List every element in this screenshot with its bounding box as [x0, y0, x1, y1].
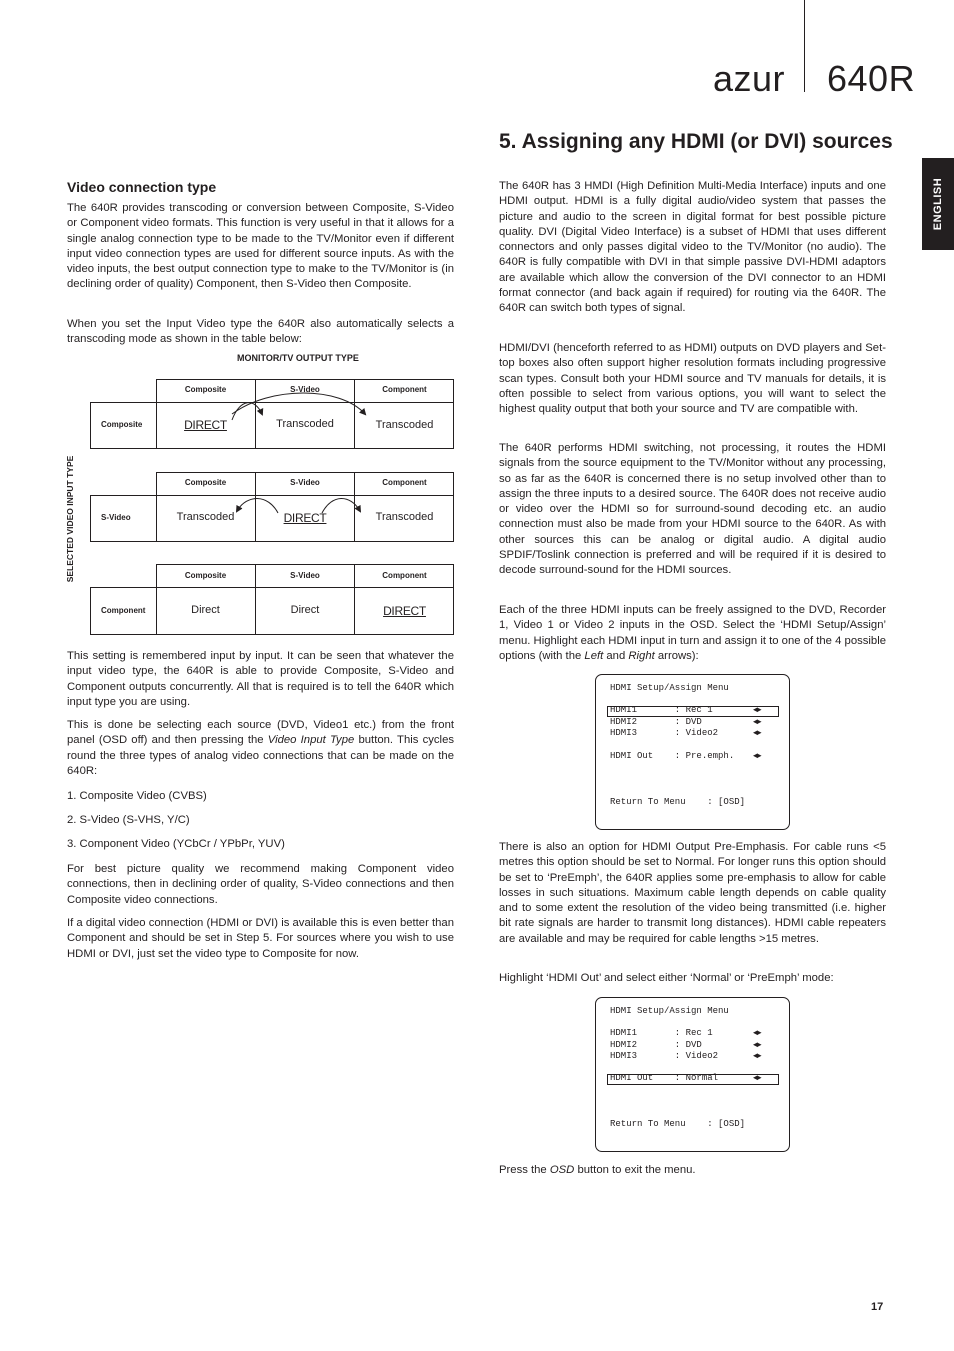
col-header: Composite: [184, 478, 227, 487]
left-right-arrows-icon: ◄►: [753, 706, 761, 715]
p7-text-b: button to exit the menu.: [574, 1164, 696, 1176]
left-right-arrows-icon: ◄►: [753, 752, 761, 761]
right-paragraph-5: There is also an option for HDMI Output Pre-Emphasis. For cable runs <5 metres this option should be set to Normal. For longer runs this option should be set to ‘PreEmph’, the 640R applies some pre-emphasis to allow for cable losses in such situations. Maximum cable length depends on cable quality and to some extent the resolution of the video being transmitted (i.e. higher bit rate signals are harder to transmit long distances). HDMI cable repeaters are available and may be required for cable lengths >15 metres.: [499, 841, 886, 945]
osd-menu-normal: [595, 997, 790, 1152]
p4-right-text-b: arrows):: [654, 649, 699, 662]
col-header: Composite: [184, 385, 227, 394]
row-label: Composite: [101, 420, 143, 429]
p7-text-a: Press the: [499, 1164, 550, 1176]
osd-row: HDMI3 : Video2: [610, 728, 719, 738]
p4-right-and: and: [603, 649, 629, 662]
col-header: Composite: [184, 571, 227, 580]
table-cell: Direct: [290, 604, 320, 616]
left-right-arrows-icon: ◄►: [753, 1041, 761, 1050]
p4-text-a: This is done be selecting each source (DVD, Video1 etc.) from the front panel (OSD off) and then pressing the: [67, 719, 454, 747]
col-header: S-Video: [290, 385, 320, 394]
right-paragraph-6: Highlight ‘HDMI Out’ and select either ‘Normal’ or ‘PreEmph’ mode:: [499, 972, 834, 984]
col-header: S-Video: [290, 571, 320, 580]
left-paragraph-2: When you set the Input Video type the 640R also automatically selects a transcoding mode as shown in the table below:: [67, 318, 454, 346]
arrow-svideo-to-composite: [237, 498, 278, 513]
left-right-arrows-icon: ◄►: [753, 1074, 761, 1083]
table-cell: Transcoded: [276, 418, 334, 430]
p4-text-b: button. This cycles round the three types of analog video connections that can be made on the 640R:: [67, 734, 454, 777]
left-paragraph-4: [67, 718, 454, 779]
left-paragraph-6: If a digital video connection (HDMI or DVI) is available this is even better than Component and should be set in Step 5. For sources where you wish to use HDMI or DVI, just set the video type to Composite for now.: [67, 917, 454, 960]
table-cell: DIRECT: [383, 604, 426, 618]
table-cell: Transcoded: [375, 419, 434, 431]
model-name: 640R: [827, 58, 916, 99]
table-cell: DIRECT: [184, 418, 227, 432]
right-arrow-term: Right: [628, 649, 655, 662]
table-cell: Transcoded: [375, 511, 434, 523]
left-right-arrows-icon: ◄►: [753, 1029, 761, 1038]
brand-name: azur: [713, 58, 786, 99]
left-paragraph-3: This setting is remembered input by input. It can be seen that whatever the input video type, the 640R is able to provide Composite, S-Video and Component outputs concurrently. All that is required is to tell the 640R which input type you are using.: [67, 650, 454, 708]
right-paragraph-1: The 640R has 3 HMDI (High Definition Multi-Media Interface) inputs and one HDMI output. HDMI is a fully digital audio/video system that passes the picture and audio to the screen in digital format for best possible picture quality. DVI (Digital Video Interface) is a subset of HDMI that uses different connectors and only passes digital video to the TV/Monitor (no audio). The 640R is fully compatible with DVI in that simple passive DVI-HDMI adaptors are available which allow the conversion of the DVI connector to an HDMI format connector (and back again if required) for routing via the 640R. The 640R can switch both types of signal.: [499, 180, 886, 315]
osd-row: HDMI2 : DVD: [610, 1040, 702, 1050]
table-side-label-text: SELECTED VIDEO INPUT TYPE: [65, 455, 75, 583]
osd-row: HDMI Out : Pre.emph.: [610, 751, 735, 761]
left-right-arrows-icon: ◄►: [753, 729, 761, 738]
col-header: Component: [382, 385, 427, 394]
osd-footer: Return To Menu : [OSD]: [610, 797, 746, 807]
arrow-svideo-to-component: [322, 498, 360, 513]
osd-row: HDMI2 : DVD: [610, 717, 702, 727]
osd-row: HDMI3 : Video2: [610, 1051, 719, 1061]
section-title: 5. Assigning any HDMI (or DVI) sources: [499, 130, 893, 153]
right-paragraph-3: The 640R performs HDMI switching, not processing, it routes the HDMI signals from the source equipment to the TV/Monitor without any processing, so as far as the 640R is concerned there is no setup involved other than to assign the three inputs to a desired source. The 640R does not receive audio or video over the HDMI so for surround-sound decoding etc. an audio connection must also be made from your HDMI source to the 640R. As with other sources this can be analog or digital audio. A digital audio SPDIF/Toslink connection is preferred and will be required if it is desired to decode surround-sound for the HDMI sources.: [499, 442, 886, 577]
osd-title: HDMI Setup/Assign Menu: [610, 683, 729, 693]
row-label: S-Video: [101, 513, 131, 522]
page-number: 17: [871, 1301, 884, 1313]
table-cell: DIRECT: [283, 511, 327, 525]
video-connection-heading: Video connection type: [67, 179, 217, 195]
left-arrow-term: Left: [584, 649, 604, 662]
right-paragraph-7: [499, 1163, 886, 1178]
list-item: 2. S-Video (S-VHS, Y/C): [67, 814, 190, 826]
list-item: 1. Composite Video (CVBS): [67, 790, 207, 802]
osd-row: HDMI1 : Rec 1: [610, 705, 713, 715]
osd-title: HDMI Setup/Assign Menu: [610, 1006, 729, 1016]
left-right-arrows-icon: ◄►: [753, 1052, 761, 1061]
row-label: Component: [101, 606, 146, 615]
col-header: Component: [382, 571, 427, 580]
right-paragraph-4: [499, 603, 886, 664]
left-paragraph-1: The 640R provides transcoding or conversion between Composite, S-Video or Component video formats. This function is very useful in that it allows for a single analog connection type to be made to the TV/Monitor even if different input video connection types are used for different source inputs. As with the video inputs, the best output connection type to make to the TV/Monitor is (in declining order of quality) Component, then S-Video then Composite.: [67, 202, 454, 291]
language-tab-label: ENGLISH: [932, 177, 944, 231]
osd-row: HDMI Out : Normal: [610, 1073, 719, 1083]
left-paragraph-5: For best picture quality we recommend making Component video connections, then in declining order of quality, S-Video connections and then Composite video connections.: [67, 863, 454, 906]
table-cell: Transcoded: [176, 511, 235, 523]
osd-row: HDMI1 : Rec 1: [610, 1028, 713, 1038]
col-header: S-Video: [290, 478, 320, 487]
osd-footer: Return To Menu : [OSD]: [610, 1119, 746, 1129]
right-paragraph-2: HDMI/DVI (henceforth referred to as HDMI) outputs on DVD players and Set-top boxes also often support higher resolution formats including progressive scan types. Consult both your HDMI source and TV manuals for details, it is often possible to select from various options, you will want to select the highest quality output that both your source and TV are compatible with.: [499, 342, 886, 416]
col-header: Component: [382, 478, 427, 487]
video-input-type-term: Video Input Type: [267, 734, 355, 747]
osd-menu-preemph: [595, 674, 790, 830]
table-caption: MONITOR/TV OUTPUT TYPE: [237, 353, 359, 363]
p4-right-text-a: Each of the three HDMI inputs can be freely assigned to the DVD, Recorder 1, Video 1 or Video 2 inputs in the OSD. Select the ‘HDMI Setup/Assign’ menu. Highlight each HDMI input in turn and assign it to one of the 4 possible options (with the: [499, 604, 886, 662]
list-item: 3. Component Video (YCbCr / YPbPr, YUV): [67, 838, 285, 850]
osd-button-term: OSD: [549, 1164, 575, 1176]
left-right-arrows-icon: ◄►: [753, 718, 761, 727]
table-cell: Direct: [191, 604, 220, 616]
